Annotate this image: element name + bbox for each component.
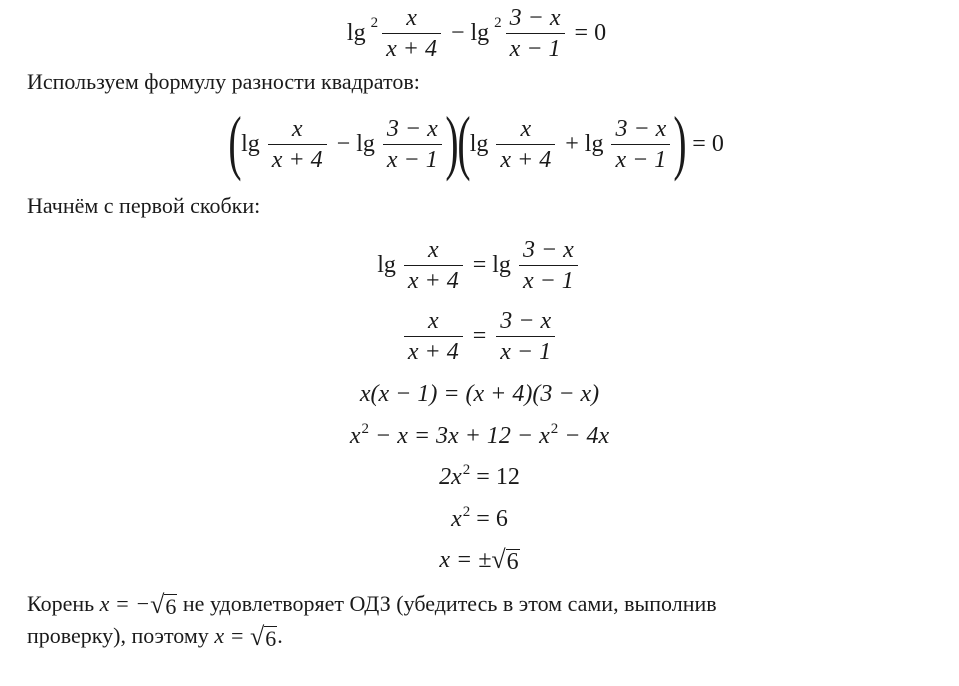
coef: 2x <box>439 464 462 490</box>
radical-sign: √ <box>491 544 506 574</box>
text-part: проверку), поэтому <box>27 623 215 648</box>
expr-rest: = 12 <box>470 464 520 490</box>
equals-zero: = 0 <box>574 20 607 46</box>
fraction: $\frac{3 - x}{x - 1}$ <box>506 4 565 63</box>
equation-fractions-equal <box>0 307 959 366</box>
equals-sign: = <box>472 252 487 278</box>
radical-sign: √ <box>150 590 165 620</box>
math-inline: x = − <box>99 591 151 616</box>
equation-roots <box>0 543 959 576</box>
sqrt-symbol <box>150 592 177 619</box>
exponent: 2 <box>462 462 471 478</box>
exponent: 2 <box>361 421 370 437</box>
exponent: 2 <box>494 15 502 31</box>
var-x: x <box>539 423 550 449</box>
fraction: $\frac{x}{x + 4}$ <box>404 236 463 295</box>
equation-log-equal <box>0 236 959 295</box>
text-part: не удовлетворяет ОДЗ (убедитесь в этом сами, выполнив <box>177 591 717 616</box>
lg-function: lg <box>356 130 375 157</box>
var-x: x <box>451 506 462 532</box>
equation-original <box>0 4 959 63</box>
equals-sign: = <box>472 323 487 349</box>
var-x: x <box>349 423 361 449</box>
minus-sign: − <box>450 20 465 46</box>
text-conclusion-line2 <box>27 620 283 652</box>
lg-function: lg <box>470 20 490 46</box>
expr-middle: − x = 3x + 12 − <box>369 423 540 449</box>
radicand: 6 <box>506 548 519 575</box>
fraction: $\frac{x}{x + 4}$ <box>382 4 441 63</box>
equation-factored <box>0 102 959 182</box>
left-paren: ( <box>457 102 471 182</box>
equals-zero: = 0 <box>692 130 724 157</box>
equation-cross-multiply: x(x − 1) = (x + 4)(3 − x) <box>359 381 600 407</box>
fraction: $\frac{x}{x + 4}$ <box>404 307 463 366</box>
exponent: 2 <box>550 421 559 437</box>
lg-function: lg <box>492 252 511 278</box>
expr-end: − 4x <box>558 423 610 449</box>
equation-simplified <box>0 461 959 496</box>
right-paren: ) <box>673 102 687 182</box>
right-paren: ) <box>445 102 459 182</box>
text-difference-of-squares: Используем формулу разности квадратов: <box>27 69 420 94</box>
exponent: 2 <box>370 15 379 31</box>
sqrt-symbol <box>250 624 277 651</box>
text-part: Корень <box>27 591 100 616</box>
sqrt-symbol <box>491 544 519 575</box>
expr-rest: = 6 <box>470 506 508 532</box>
lg-function: lg <box>377 252 396 278</box>
fraction: $\frac{3 - x}{x - 1}$ <box>496 307 555 366</box>
lg-function: lg <box>346 20 366 46</box>
lg-function: lg <box>241 130 260 157</box>
roots-lhs: x = ± <box>439 547 492 574</box>
lg-function: lg <box>469 130 489 157</box>
fraction: $\frac{x}{x + 4}$ <box>496 115 555 174</box>
fraction: $\frac{x}{x + 4}$ <box>268 115 327 174</box>
fraction: $\frac{3 - x}{x - 1}$ <box>519 236 578 295</box>
left-paren: ( <box>228 102 242 182</box>
text-part: . <box>277 623 283 648</box>
equation-expanded <box>0 420 959 455</box>
fraction: $\frac{3 - x}{x - 1}$ <box>611 115 670 174</box>
radicand: 6 <box>165 594 177 620</box>
minus-sign: − <box>336 130 351 157</box>
equation-x-squared <box>0 503 959 538</box>
text-conclusion-line1 <box>27 588 717 620</box>
radical-sign: √ <box>249 622 265 652</box>
math-inline: x = <box>214 623 250 648</box>
fraction: $\frac{3 - x}{x - 1}$ <box>383 115 442 174</box>
plus-sign: + <box>565 130 579 157</box>
exponent: 2 <box>462 504 471 520</box>
text-first-bracket: Начнём с первой скобки: <box>27 193 261 218</box>
lg-function: lg <box>584 130 604 157</box>
radicand: 6 <box>265 626 277 652</box>
